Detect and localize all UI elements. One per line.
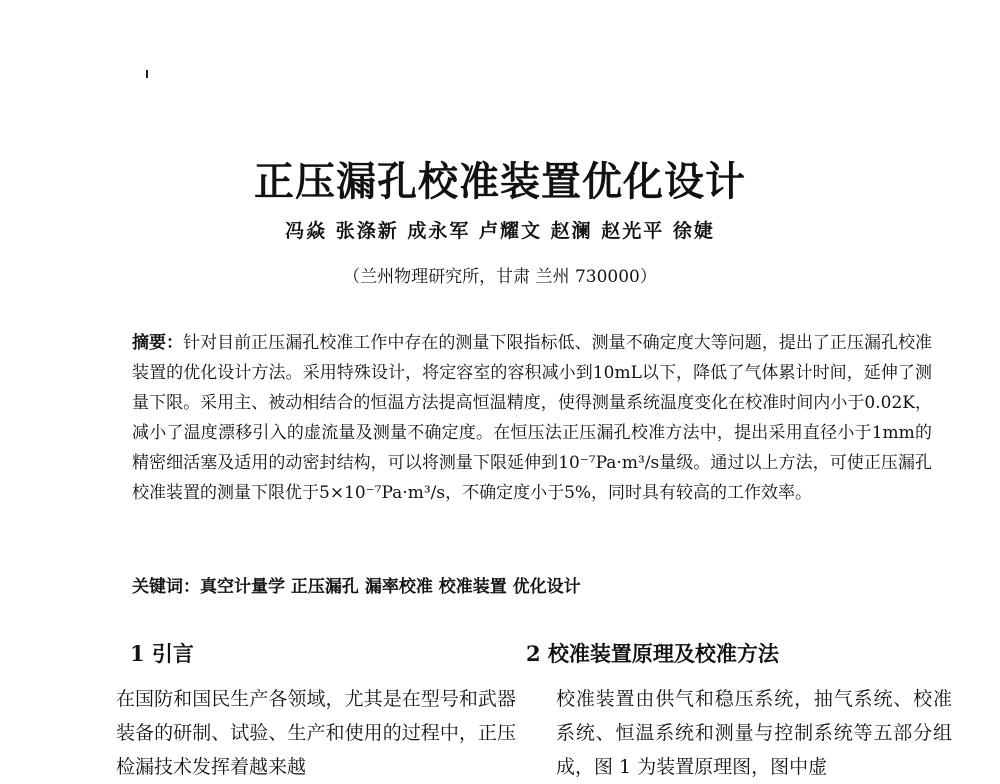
section-2-body: 校准装置由供气和稳压系统，抽气系统、校准系统、恒温系统和测量与控制系统等五部分组成，图 1 为装置原理图，图中虚 <box>556 688 952 778</box>
author-list: 冯焱 张涤新 成永军 卢耀文 赵澜 赵光平 徐婕 <box>285 220 715 242</box>
section-1-heading: 1 引言 <box>130 641 194 666</box>
affiliation: （兰州物理研究所，甘肃 兰州 730000） <box>343 267 657 287</box>
section-1-body: 在国防和国民生产各领域，尤其是在型号和武器装备的研制、试验、生产和使用的过程中，正压检漏技术发挥着越来越 <box>116 688 516 778</box>
abstract-label: 摘要： <box>132 333 184 353</box>
scan-mark <box>146 70 148 78</box>
keywords-label: 关键词： <box>132 577 200 597</box>
section-2-heading: 2 校准装置原理及校准方法 <box>526 641 779 666</box>
keywords <box>132 572 581 597</box>
abstract <box>96 328 932 508</box>
keywords-text: 真空计量学 正压漏孔 漏率校准 校准装置 优化设计 <box>200 577 581 597</box>
paper-title: 正压漏孔校准装置优化设计 <box>254 158 746 205</box>
abstract-text: 针对目前正压漏孔校准工作中存在的测量下限指标低、测量不确定度大等问题，提出了正压漏孔校准装置的优化设计方法。采用特殊设计，将定容室的容积减小到10mL以下，降低了气体累计时间，延伸了测量下限。采用主、被动相结合的恒温方法提高恒温精度，使得测量系统温度变化在校准时间内小于0.02K，减小了温度漂移引入的虚流量及测量不确定度。在恒压法正压漏孔校准方法中，提出采用直径小于1mm的精密细活塞及适用的动密封结构，可以将测量下限延伸到10⁻⁷Pa·m³/s量级。通过以上方法，可使正压漏孔校准装置的测量下限优于5×10⁻⁷Pa·m³/s，不确定度小于5%，同时具有较高的工作效率。 <box>132 333 933 503</box>
